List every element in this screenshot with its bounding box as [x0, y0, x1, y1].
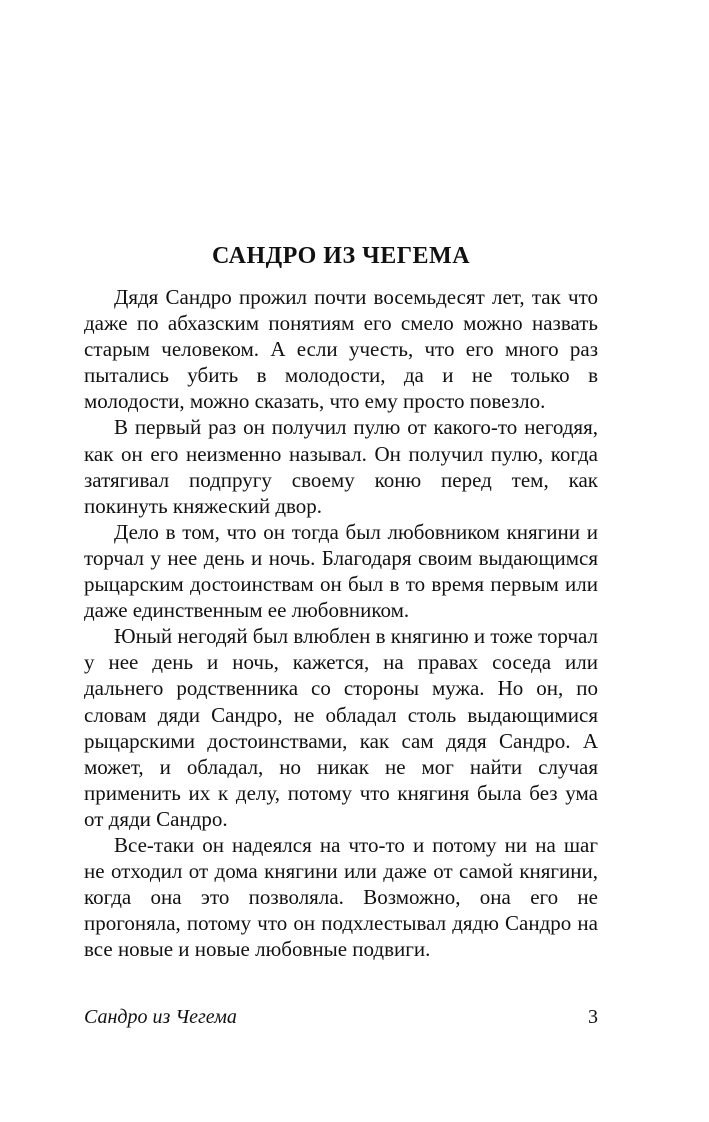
running-footer-title: Сандро из Чегема [84, 1006, 237, 1028]
paragraph: В первый раз он получил пулю от какого-то негодяя, как он его неизменно называл. Он получил пулю, когда затягивал подпругу своему коню перед тем, как покинуть княжеский двор. [84, 415, 598, 518]
paragraph: Дело в том, что он тогда был любовником княгини и торчал у нее день и ночь. Благодаря своим выдающимся рыцарским достоинствам он был в то время первым или даже единственным ее любовником. [84, 519, 598, 623]
paragraph: Юный негодяй был влюблен в княгиню и тоже торчал у нее день и ночь, кажется, на правах соседа или дальнего родственника со стороны мужа. Но он, по словам дяди Сандро, не обладал столь выдающимися рыцарскими достоинствами, как сам дядя Сандро. А может, и обладал, но никак не мог найти случая применить их к делу, потому что княгиня была без ума от дяди Сандро. [84, 624, 598, 831]
page-number: 3 [588, 1006, 598, 1028]
chapter-title: САНДРО ИЗ ЧЕГЕМА [211, 243, 471, 269]
paragraph: Все-таки он надеялся на что-то и потому ни на шаг не отходил от дома княгини или даже от самой княгини, когда она это позволяла. Возможно, она его не прогоняла, потому что он подхлестывал дядю Сандро на все новые и новые любовные подвиги. [84, 832, 598, 962]
paragraph: Дядя Сандро прожил почти восемьдесят лет, так что даже по абхазским понятиям его смело можно назвать старым человеком. А если учесть, что его много раз пытались убить в молодости, да и не только в молодости, можно сказать, что ему просто повезло. [84, 285, 598, 414]
body-text [84, 284, 598, 962]
